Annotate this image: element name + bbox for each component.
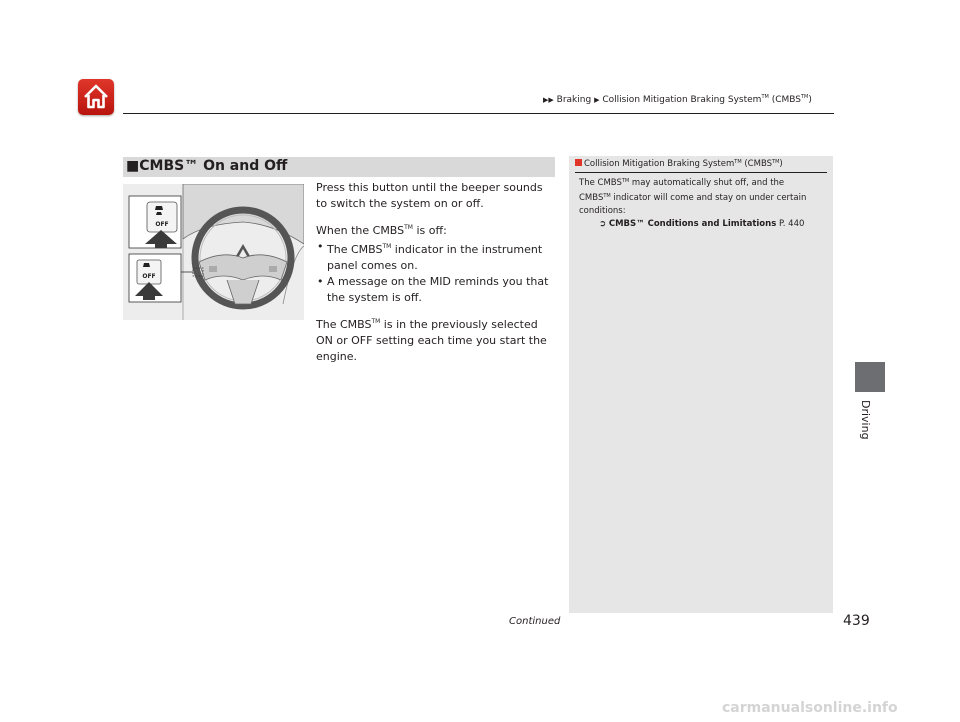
sidenote-panel	[569, 156, 833, 613]
watermark: carmanualsonline.info	[722, 700, 898, 716]
home-icon	[83, 83, 109, 110]
list-item: • The CMBS™ indicator in the instrument panel comes on.	[317, 240, 543, 272]
svg-text:OFF: OFF	[142, 273, 156, 280]
sidenote-line: conditions:	[579, 206, 626, 216]
breadcrumb-arrow-icon: ▶	[594, 96, 600, 104]
chapter-tab[interactable]	[855, 362, 885, 392]
svg-text:OFF: OFF	[155, 221, 169, 228]
home-button[interactable]	[78, 79, 114, 115]
breadcrumb-arrows-icon: ▶▶	[543, 96, 554, 104]
header-rule	[123, 113, 834, 114]
off-state-paragraph: When the CMBS™ is off:	[316, 224, 447, 237]
section-title: ■CMBS™ On and Off	[126, 158, 288, 174]
main-body-text	[316, 180, 556, 373]
note-marker-icon	[575, 159, 582, 166]
setting-paragraph: The CMBS™ is in the previously selected ON or OFF setting each time you start the engine.	[316, 318, 547, 363]
chapter-label: Driving	[859, 400, 872, 440]
breadcrumb-item-braking[interactable]: Braking	[556, 95, 592, 105]
cross-reference-link[interactable]: ➲ CMBS™ Conditions and Limitations P. 440	[599, 219, 805, 229]
section-square-icon: ■	[126, 158, 140, 174]
cmbs-button-illustration	[123, 184, 304, 320]
list-item: • A message on the MID reminds you that the system is off.	[317, 275, 549, 304]
continued-label: Continued	[509, 616, 561, 627]
page-number: 439	[843, 613, 870, 629]
off-state-list	[316, 239, 556, 306]
intro-paragraph: Press this button until the beeper sounds to switch the system on or off.	[316, 181, 543, 210]
cmbs-off-button-bottom-icon	[129, 254, 181, 302]
breadcrumb-item-cmbs[interactable]: Collision Mitigation Braking System™ (CMBS™)	[602, 94, 812, 105]
sidenote-title: Collision Mitigation Braking System™ (CMBS™)	[575, 159, 827, 173]
breadcrumb	[543, 94, 812, 105]
reference-arrow-icon: ➲	[599, 219, 607, 229]
cmbs-off-button-top-icon	[129, 196, 181, 248]
sidenote-body	[579, 175, 827, 231]
sidenote-line: CMBS™ indicator will come and stay on under certain	[579, 193, 807, 203]
sidenote-line: The CMBS™ may automatically shut off, and the	[579, 178, 785, 188]
